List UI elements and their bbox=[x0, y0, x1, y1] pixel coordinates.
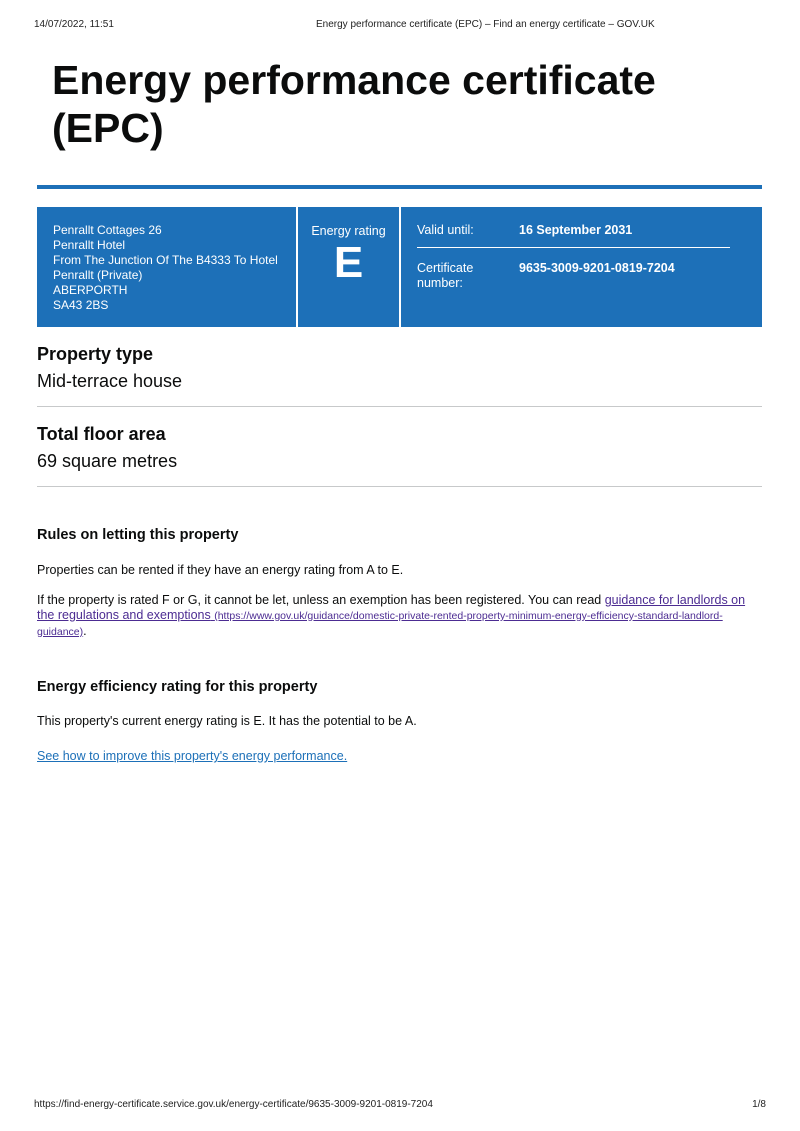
energy-rating-value: E bbox=[333, 238, 364, 287]
energy-rating-box bbox=[298, 207, 399, 286]
letting-rules-heading: Rules on letting this property bbox=[37, 527, 239, 543]
floor-area-heading: Total floor area bbox=[37, 424, 166, 444]
efficiency-text: This property's current energy rating is E. It has the potential to be A. bbox=[37, 714, 417, 728]
print-datetime: 14/07/2022, 11:51 bbox=[34, 19, 114, 30]
efficiency-heading: Energy efficiency rating for this property bbox=[37, 679, 318, 695]
address-line: ABERPORTH bbox=[53, 283, 128, 297]
property-type-value: Mid-terrace house bbox=[37, 371, 183, 391]
section-divider bbox=[37, 486, 762, 487]
certificate-number-value: 9635-3009-9201-0819-7204 bbox=[519, 261, 675, 275]
improve-link-paragraph bbox=[37, 749, 762, 764]
print-document-title: Energy performance certificate (EPC) – Find an energy certificate – GOV.UK bbox=[316, 19, 655, 30]
valid-until-label: Valid until: bbox=[417, 223, 474, 237]
efficiency-section bbox=[37, 678, 762, 764]
energy-rating-label: Energy rating bbox=[311, 224, 386, 238]
certificate-meta bbox=[417, 223, 730, 290]
page-number: 1/8 bbox=[752, 1099, 766, 1110]
title-divider bbox=[37, 185, 762, 189]
address-line: Penrallt (Private) bbox=[53, 268, 143, 282]
improve-performance-link[interactable]: See how to improve this property's energy performance. bbox=[37, 749, 348, 763]
address-line: Penrallt Cottages 26 bbox=[53, 223, 162, 237]
exemption-text-end: . bbox=[83, 624, 87, 638]
letting-rules-paragraph: Properties can be rented if they have an energy rating from A to E. bbox=[37, 563, 404, 577]
exemption-text: If the property is rated F or G, it cannot be let, unless an exemption has been registered. You can read bbox=[37, 593, 605, 607]
property-type-heading: Property type bbox=[37, 344, 154, 364]
meta-divider bbox=[417, 247, 730, 248]
page-title: Energy performance certificate (EPC) bbox=[52, 57, 656, 151]
certificate-summary-panel bbox=[37, 207, 762, 327]
print-footer bbox=[34, 1099, 766, 1113]
print-header bbox=[34, 19, 766, 33]
valid-until-row bbox=[417, 223, 730, 247]
floor-area-value: 69 square metres bbox=[37, 451, 178, 471]
address-line: SA43 2BS bbox=[53, 298, 109, 312]
letting-rules-section bbox=[37, 526, 762, 640]
letting-rules-exemption-paragraph bbox=[37, 593, 762, 640]
section-divider bbox=[37, 406, 762, 407]
panel-separator bbox=[399, 207, 401, 327]
floor-area-section bbox=[37, 423, 762, 472]
landlord-guidance-link-text: guidance for landlords on the regulations and exemptions bbox=[37, 593, 746, 622]
valid-until-value: 16 September 2031 bbox=[519, 223, 633, 237]
address-line: Penrallt Hotel bbox=[53, 238, 126, 252]
print-footer-url: https://find-energy-certificate.service.gov.uk/energy-certificate/9635-3009-9201-0819-7204 bbox=[34, 1099, 433, 1110]
address-line: From The Junction Of The B4333 To Hotel bbox=[53, 253, 278, 267]
property-address bbox=[53, 223, 297, 313]
certificate-number-label: Certificate number: bbox=[417, 261, 474, 290]
property-type-section bbox=[37, 343, 762, 392]
landlord-guidance-link-url: (https://www.gov.uk/guidance/domestic-private-rented-property-minimum-energy-efficiency-standard-landlord-guidance) bbox=[37, 610, 723, 638]
